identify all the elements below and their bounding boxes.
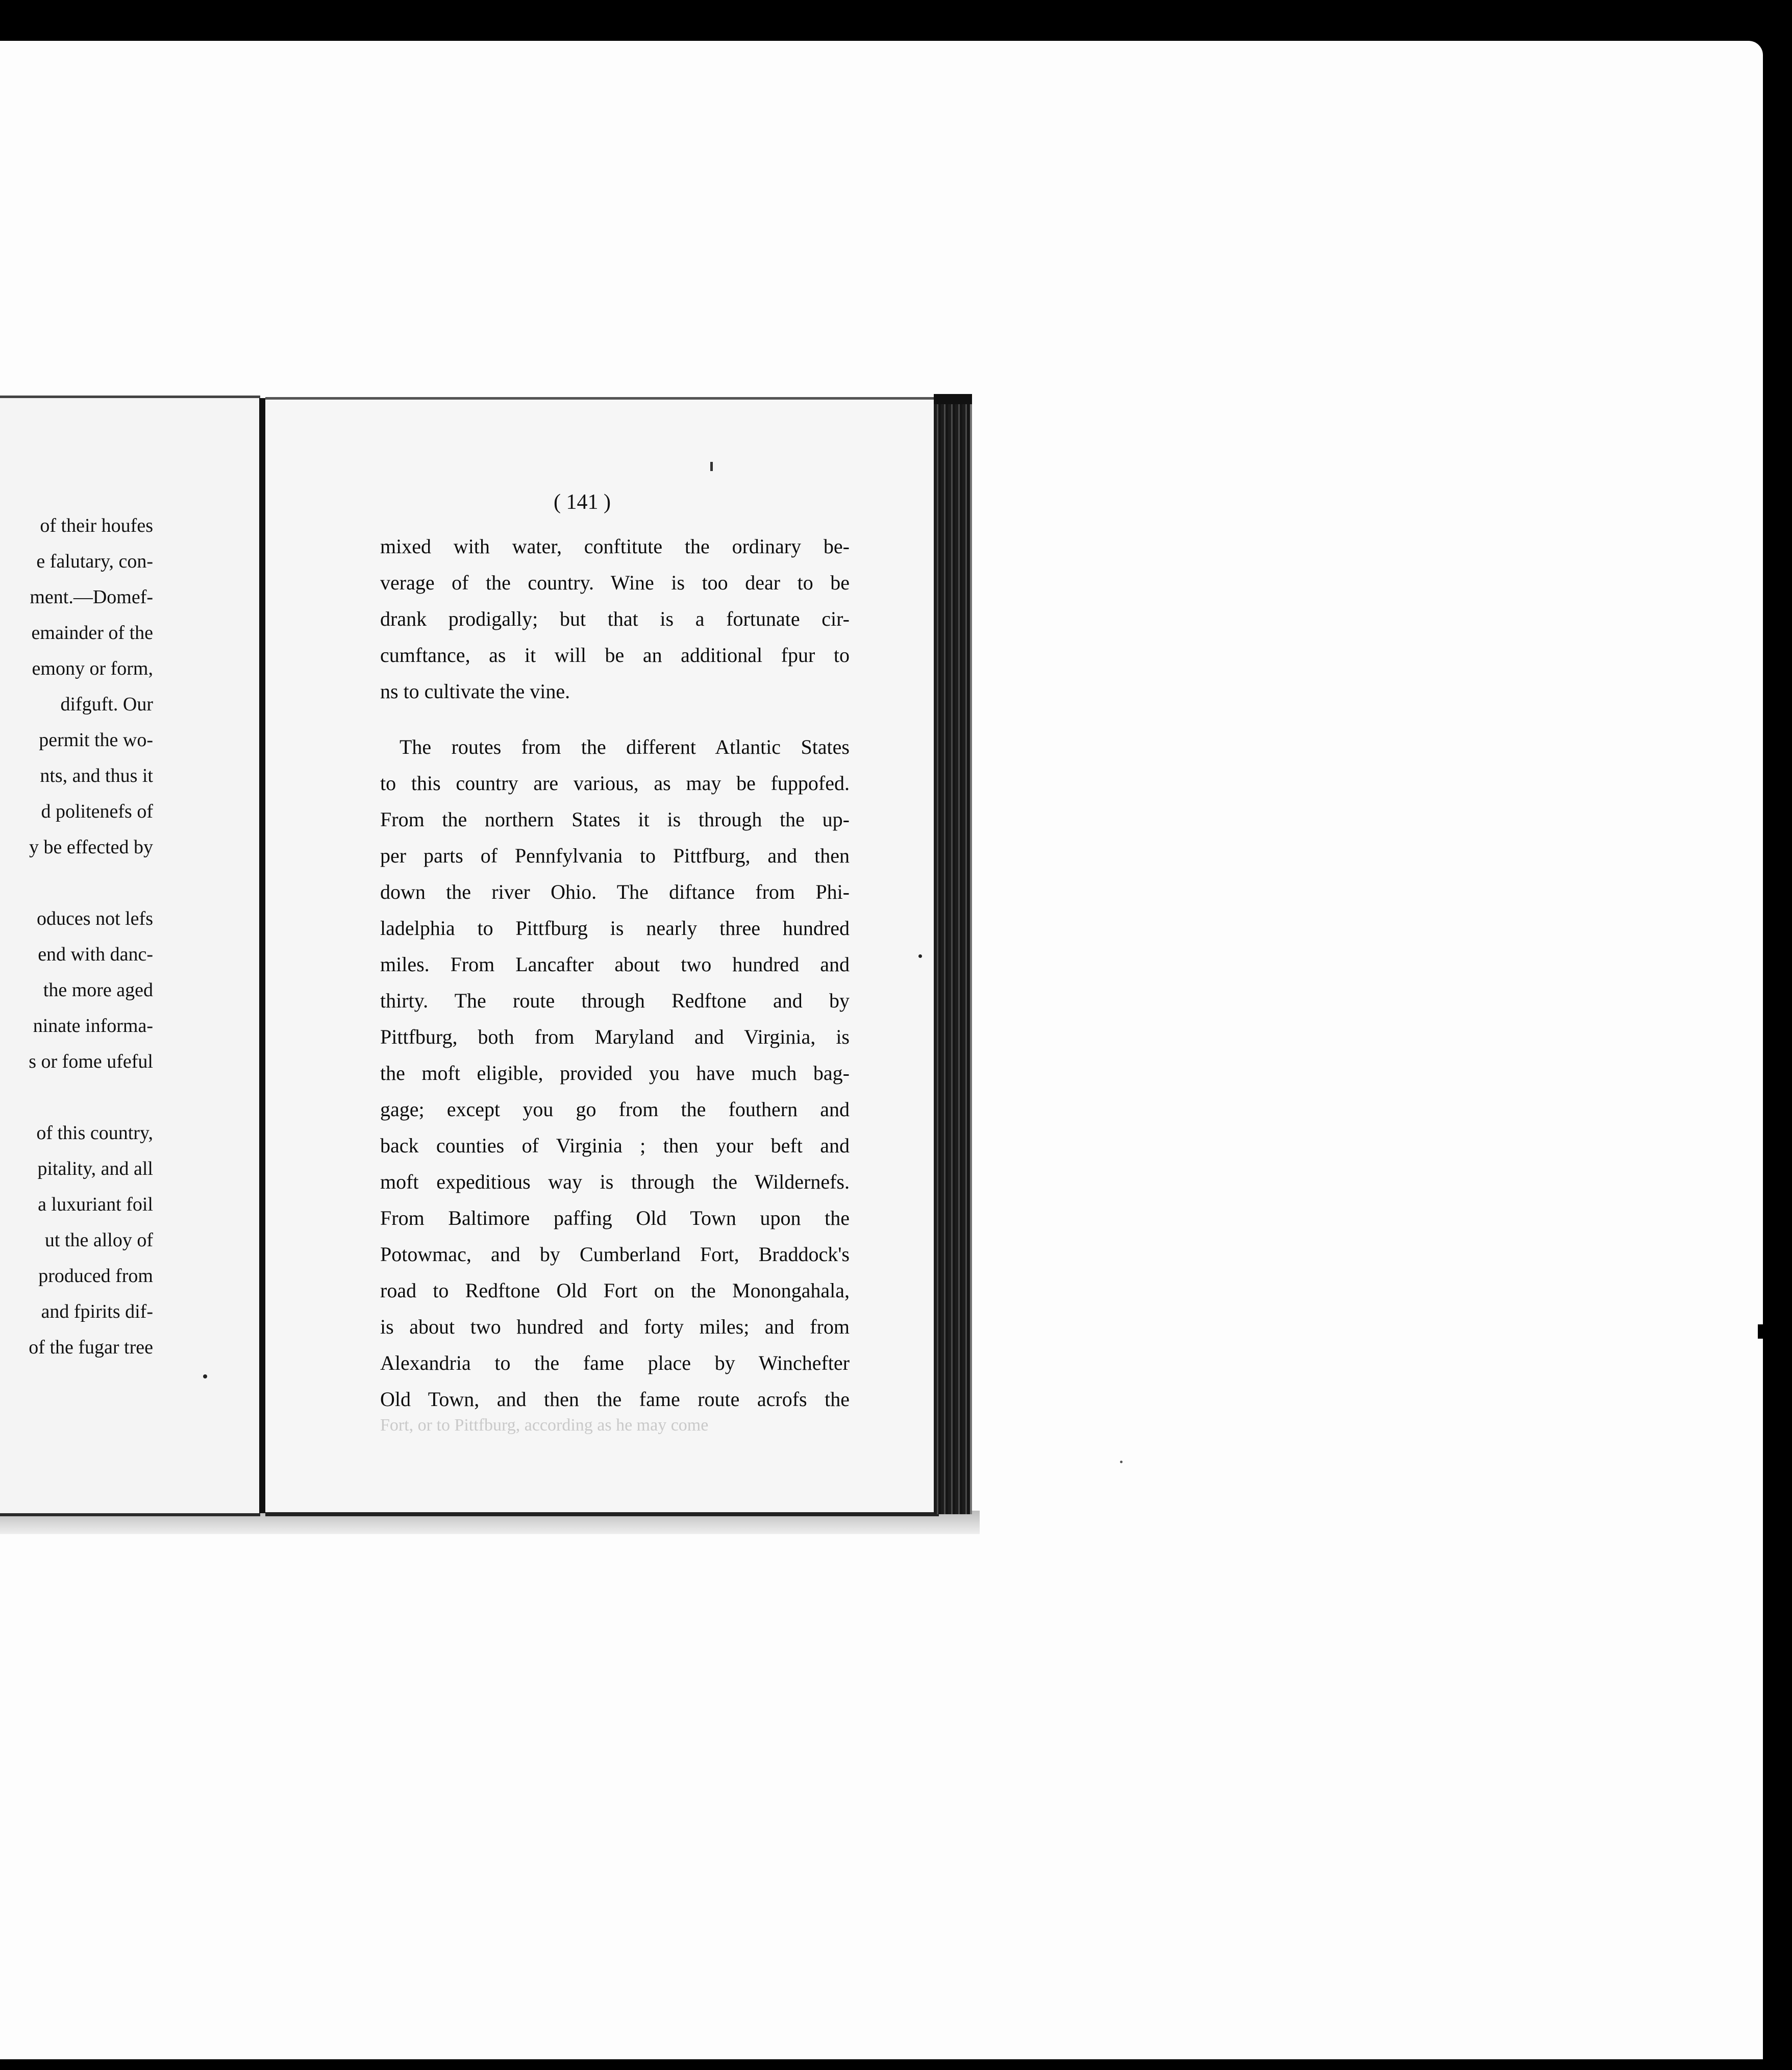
text-line: gage; except you go from the fouthern and (380, 1098, 850, 1121)
film-border-bottom (0, 2059, 1792, 2070)
text-line: back counties of Virginia ; then your beft and (380, 1134, 850, 1157)
left-text-line: produced from (38, 1265, 153, 1287)
left-text-line: d politenefs of (41, 801, 153, 822)
paragraph-break (380, 709, 850, 729)
text-line: miles. From Lancafter about two hundred and (380, 953, 850, 976)
page-block-edge (934, 394, 972, 1514)
text-line: thirty. The route through Redftone and by (380, 989, 850, 1012)
left-text-line: emainder of the (31, 622, 153, 644)
left-text-line: and fpirits dif- (41, 1301, 153, 1322)
page-block-top (934, 394, 972, 404)
text-line: Alexandria to the fame place by Winchefter (380, 1351, 850, 1374)
left-text-line: end with danc- (38, 944, 153, 965)
text-line: per parts of Pennfylvania to Pittfburg, and then (380, 844, 850, 867)
frame-marker (1758, 1324, 1766, 1339)
left-text-line: y be effected by (29, 836, 153, 858)
text-line: From the northern States it is through the up- (380, 808, 850, 831)
left-text-line: oduces not lefs (37, 908, 153, 929)
ink-speck (918, 954, 922, 958)
text-line: road to Redftone Old Fort on the Monongahala, (380, 1279, 850, 1302)
text-line: to this country are various, as may be fuppofed. (380, 772, 850, 795)
left-text-line: ment.—Domef- (30, 586, 153, 608)
left-text-line: emony or form, (32, 658, 153, 679)
right-page-text (380, 528, 850, 1417)
left-text-line: a luxuriant foil (38, 1194, 153, 1215)
text-line: down the river Ohio. The diftance from Phi- (380, 880, 850, 903)
film-border-right (1763, 0, 1792, 2070)
left-text-line: of their houfes (40, 515, 153, 536)
left-page-text (0, 508, 153, 1365)
left-text-line: nts, and thus it (40, 765, 153, 786)
text-line: From Baltimore paffing Old Town upon the (380, 1206, 850, 1229)
left-text-line: e falutary, con- (36, 551, 153, 572)
left-text-line: the more aged (43, 979, 153, 1001)
text-line: ladelphia to Pittfburg is nearly three hundred (380, 917, 850, 940)
ink-speck (1120, 1461, 1123, 1463)
left-text-line (0, 1079, 153, 1115)
text-line: Old Town, and then the fame route acrofs the (380, 1388, 850, 1411)
text-line: mixed with water, conftitute the ordinary be- (380, 535, 850, 558)
left-text-line: s or fome ufeful (29, 1051, 153, 1072)
left-text-line: ninate informa- (33, 1015, 153, 1037)
text-line: Pittfburg, both from Maryland and Virginia, is (380, 1025, 850, 1048)
left-text-line: of the fugar tree (29, 1337, 153, 1358)
text-line: drank prodigally; but that is a fortunate cir- (380, 607, 850, 630)
left-text-line: difguft. Our (60, 694, 153, 715)
text-line: the moft eligible, provided you have much bag- (380, 1062, 850, 1085)
left-text-line: permit the wo- (39, 729, 153, 751)
text-line: cumftance, as it will be an additional fpur to (380, 644, 850, 667)
ink-speck (710, 462, 713, 471)
text-line: is about two hundred and forty miles; and from (380, 1315, 850, 1338)
book-gutter (259, 398, 265, 1513)
left-text-line: of this country, (36, 1122, 153, 1144)
text-line: ns to cultivate the vine. (380, 680, 570, 703)
text-line: Potowmac, and by Cumberland Fort, Braddock's (380, 1243, 850, 1266)
text-line: verage of the country. Wine is too dear to be (380, 571, 850, 594)
left-text-line: ut the alloy of (44, 1229, 153, 1251)
text-line: The routes from the different Atlantic States (400, 735, 850, 758)
text-line: moft expeditious way is through the Wildernefs. (380, 1170, 850, 1193)
show-through-text: Fort, or to Pittfburg, according as he may come (380, 1416, 709, 1435)
page-number: ( 141 ) (554, 490, 611, 514)
ink-speck (203, 1374, 207, 1378)
left-text-line (0, 865, 153, 901)
left-text-line: pitality, and all (37, 1158, 153, 1179)
